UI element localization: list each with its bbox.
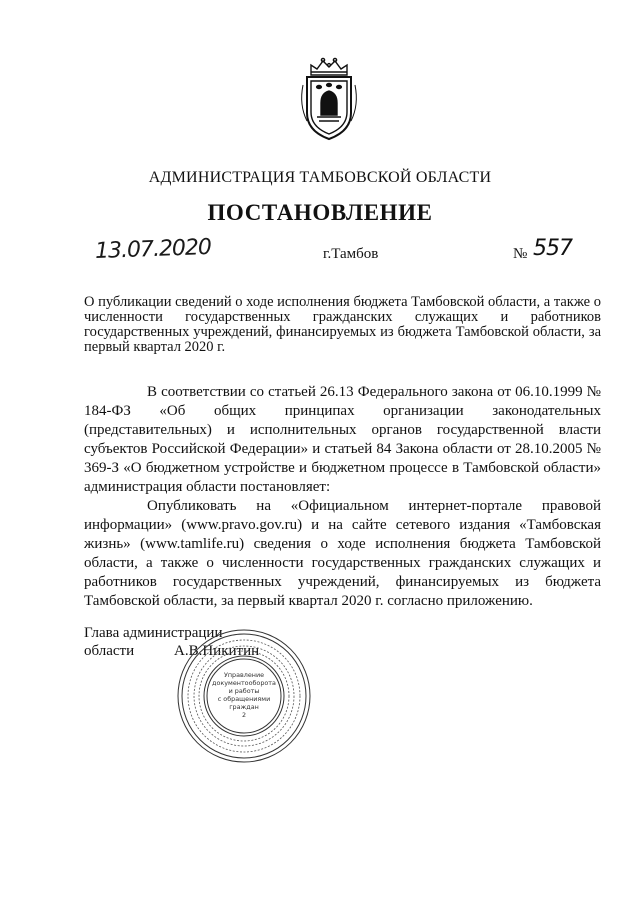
seal-text-6: 2 [241, 711, 247, 719]
seal-text-4: с обращениями [217, 695, 271, 703]
signature-title-1: Глава администрации [84, 625, 223, 641]
seal-text-1: Управление [223, 671, 265, 679]
document-number: 557 [533, 236, 572, 261]
signatory-name: А.В.Никитин [174, 643, 260, 659]
document-date: 13.07.2020 [94, 234, 212, 265]
document-city: г.Тамбов [323, 246, 379, 262]
seal-text-3: и работы [228, 687, 260, 695]
coat-of-arms-icon [297, 55, 361, 141]
document-body [84, 383, 601, 611]
document-subject: О публикации сведений о ходе исполнения бюджета Тамбовской области, а также о численности государственных гражданских служащих и работников государственных учреждений, финансируемых из бюджета Тамбовской области, за первый квартал 2020 г. [84, 294, 601, 355]
body-paragraph-2: Опубликовать на «Официальном интернет-портале правовой информации» (www.pravo.gov.ru) и на сайте сетевого издания «Тамбовская жизнь» (www.tamlife.ru) сведения о ходе исполнения бюджета Тамбовской области, а также о численности государственных гражданских служащих и работников государственных учреждений, финансируемых из бюджета Тамбовской области, за первый квартал 2020 г. согласно приложению. [84, 498, 601, 609]
organization-name: АДМИНИСТРАЦИЯ ТАМБОВСКОЙ ОБЛАСТИ [148, 169, 492, 186]
seal-text-5: граждан [229, 703, 259, 711]
body-paragraph-1: В соответствии со статьей 26.13 Федерального закона от 06.10.1999 № 184-ФЗ «Об общих принципах организации законодательных (представительных) и исполнительных органов государственной власти субъектов Российской Федерации» и статьей 84 Закона области от 28.10.2005 № 369-З «О бюджетном устройстве и бюджетном процессе в Тамбовской области» администрация области постановляет: [84, 384, 601, 495]
document-type: ПОСТАНОВЛЕНИЕ [207, 200, 433, 225]
seal-text-2: документооборота [212, 679, 276, 687]
signature-title-2: области [84, 643, 135, 659]
number-label: № [513, 246, 528, 262]
round-seal [176, 628, 312, 764]
